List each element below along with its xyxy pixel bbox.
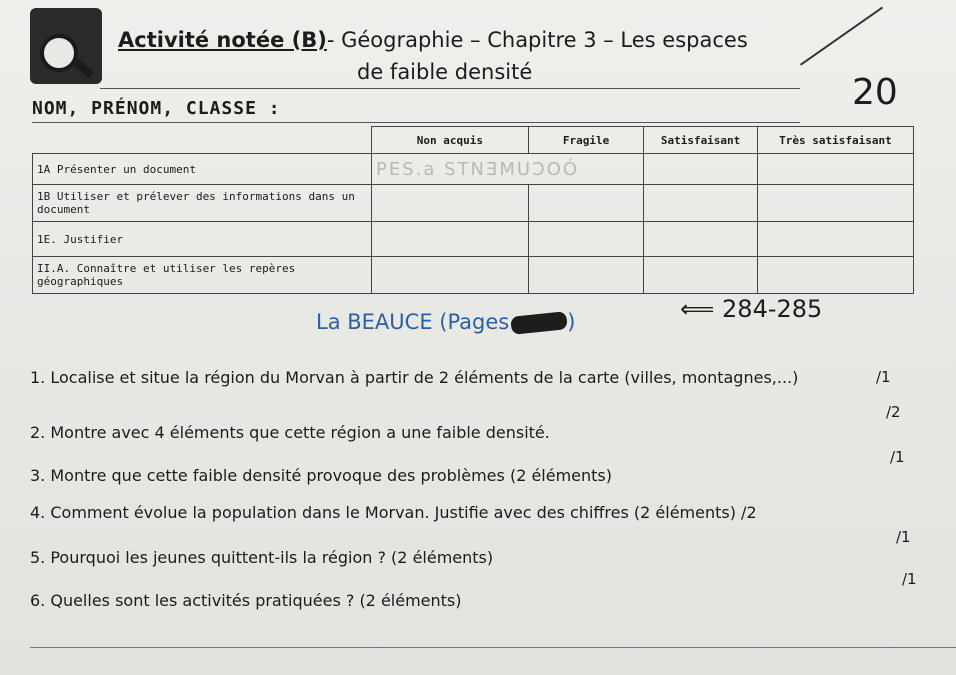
scribbled-page-numbers — [510, 311, 568, 335]
magnifier-logo-icon — [30, 8, 102, 84]
grid-cell[interactable] — [757, 154, 913, 185]
question-2-points: /2 — [886, 403, 901, 421]
table-row — [33, 257, 914, 294]
grid-cell[interactable] — [644, 154, 758, 185]
grid-cell[interactable] — [644, 185, 758, 222]
grid-corner — [33, 127, 372, 154]
grid-cell[interactable] — [757, 185, 913, 222]
col-fragile: Fragile — [528, 127, 643, 154]
score-total: 20 — [852, 72, 898, 113]
worksheet-title-line2: de faible densité — [357, 60, 533, 84]
question-4: 4. Comment évolue la population dans le Morvan. Justifie avec des chiffres (2 éléments) /2 — [30, 503, 757, 522]
grid-cell[interactable] — [372, 257, 529, 294]
question-6: 6. Quelles sont les activités pratiquées ? (2 éléments) — [30, 591, 462, 610]
grid-cell[interactable] — [372, 222, 529, 257]
grid-cell[interactable] — [757, 257, 913, 294]
question-1-points: /1 — [876, 368, 891, 386]
grid-cell[interactable] — [528, 185, 643, 222]
show-through-text: PES.a STNƎMUƆOÓ — [372, 154, 644, 185]
section-title-end: ) — [567, 310, 576, 334]
grid-header-row — [33, 127, 914, 154]
grid-cell[interactable] — [757, 222, 913, 257]
grid-cell[interactable] — [528, 222, 643, 257]
col-non-acquis: Non acquis — [372, 127, 529, 154]
header-divider — [100, 88, 800, 89]
table-row — [33, 222, 914, 257]
col-satisfaisant: Satisfaisant — [644, 127, 758, 154]
table-row — [33, 154, 914, 185]
section-title-text: La BEAUCE (Pages — [316, 310, 510, 334]
question-5-points: /1 — [896, 528, 911, 546]
title-rest: - Géographie – Chapitre 3 – Les espaces — [326, 28, 748, 52]
question-5: 5. Pourquoi les jeunes quittent-ils la région ? (2 éléments) — [30, 548, 494, 567]
name-label: NOM, PRÉNOM, CLASSE : — [32, 98, 281, 119]
question-1: 1. Localise et situe la région du Morvan à partir de 2 éléments de la carte (villes, montagnes,...) — [30, 368, 799, 387]
criterion-label: 1B Utiliser et prélever des informations dans un document — [33, 185, 372, 222]
table-row — [33, 185, 914, 222]
question-3-points: /1 — [890, 448, 905, 466]
worksheet-title — [118, 28, 748, 52]
handwritten-pages: ⟸ 284-285 — [680, 295, 823, 323]
grid-cell[interactable] — [372, 185, 529, 222]
section-title — [316, 310, 575, 334]
grid-cell[interactable] — [644, 257, 758, 294]
grid-cell[interactable] — [644, 222, 758, 257]
grid-cell[interactable] — [528, 257, 643, 294]
question-2: 2. Montre avec 4 éléments que cette région a une faible densité. — [30, 423, 550, 442]
criterion-label: 1A Présenter un document — [33, 154, 372, 185]
score-divider — [800, 7, 883, 66]
col-tres-satisfaisant: Très satisfaisant — [757, 127, 913, 154]
name-divider — [32, 122, 800, 123]
question-3: 3. Montre que cette faible densité provoque des problèmes (2 éléments) — [30, 466, 613, 485]
criterion-label: II.A. Connaître et utiliser les repères géographiques — [33, 257, 372, 294]
criterion-label: 1E. Justifier — [33, 222, 372, 257]
question-6-points: /1 — [902, 570, 917, 588]
title-underlined: Activité notée (B) — [118, 28, 327, 52]
bottom-divider — [30, 647, 956, 648]
evaluation-grid — [32, 126, 914, 294]
